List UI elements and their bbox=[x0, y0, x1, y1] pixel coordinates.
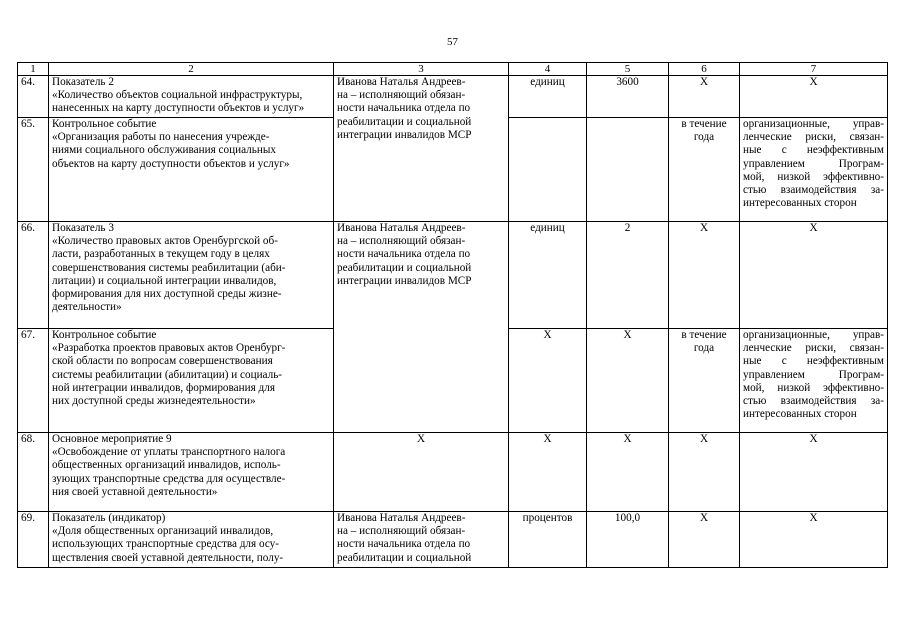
value-cell: 100,0 bbox=[587, 512, 669, 568]
resp-line: интеграции инвалидов МСР bbox=[337, 128, 472, 141]
risk-cell: Х bbox=[740, 76, 888, 118]
unit-cell: единиц bbox=[509, 222, 587, 329]
table-row-66 bbox=[18, 222, 888, 329]
risk-cell: Х bbox=[740, 512, 888, 568]
risk-line: стью взаимодействия за- bbox=[743, 395, 884, 408]
desc-line: «Организация работы по нанесения учрежде- bbox=[52, 131, 270, 144]
header-col-6: 6 bbox=[669, 63, 740, 76]
risk-line: мой, низкой эффективно- bbox=[743, 381, 884, 394]
desc-line: общественных организаций инвалидов, исполь- bbox=[52, 459, 281, 472]
desc-line: объектов на карту доступности объектов и услуг» bbox=[52, 157, 290, 170]
risk-line: ные с неэффективным bbox=[743, 355, 884, 368]
desc-line: нанесенных на карту доступности объектов и услуг» bbox=[52, 102, 305, 115]
header-col-5: 5 bbox=[587, 63, 669, 76]
header-col-4: 4 bbox=[509, 63, 587, 76]
desc-line: них доступной среды жизнедеятельности» bbox=[52, 395, 256, 408]
resp-line: на – исполняющий обязан- bbox=[337, 525, 466, 538]
value-cell: 2 bbox=[587, 222, 669, 329]
value-cell bbox=[587, 118, 669, 222]
risk-line: мой, низкой эффективно- bbox=[743, 170, 884, 183]
row-number: 69. bbox=[18, 512, 49, 568]
unit-cell: Х bbox=[509, 433, 587, 512]
resp-line: реабилитации и социальной bbox=[337, 551, 472, 564]
term-line: года bbox=[693, 131, 715, 144]
responsible-cell bbox=[334, 76, 509, 222]
resp-line: ности начальника отдела по bbox=[337, 538, 471, 551]
term-cell: Х bbox=[669, 512, 740, 568]
row-number: 68. bbox=[18, 433, 49, 512]
desc-line: ществления своей уставной деятельности, полу- bbox=[52, 551, 284, 564]
value-cell: Х bbox=[587, 433, 669, 512]
desc-line: формирования для них доступной среды жизне- bbox=[52, 288, 282, 301]
term-line: в течение bbox=[681, 329, 727, 341]
row-description bbox=[49, 222, 334, 329]
resp-line: ности начальника отдела по bbox=[337, 248, 471, 261]
desc-line: зующих транспортные средства для осуществле- bbox=[52, 472, 286, 485]
resp-line: на – исполняющий обязан- bbox=[337, 235, 466, 248]
risk-line: стью взаимодействия за- bbox=[743, 184, 884, 197]
row-title: Контрольное событие bbox=[52, 329, 157, 341]
risk-cell bbox=[740, 118, 888, 222]
unit-cell: процентов bbox=[509, 512, 587, 568]
term-line: в течение bbox=[681, 118, 727, 130]
header-col-1: 1 bbox=[18, 63, 49, 76]
risk-line: интересованных сторон bbox=[743, 408, 857, 421]
unit-cell: единиц bbox=[509, 76, 587, 118]
unit-cell: Х bbox=[509, 329, 587, 433]
value-cell: 3600 bbox=[587, 76, 669, 118]
risk-line: ные с неэффективным bbox=[743, 144, 884, 157]
row-number: 65. bbox=[18, 118, 49, 222]
term-cell: Х bbox=[669, 222, 740, 329]
row-description bbox=[49, 433, 334, 512]
row-title: Показатель (индикатор) bbox=[52, 512, 166, 524]
desc-line: ниями социального обслуживания социальных bbox=[52, 144, 276, 157]
term-cell: Х bbox=[669, 433, 740, 512]
value-cell: Х bbox=[587, 329, 669, 433]
term-cell: Х bbox=[669, 76, 740, 118]
resp-line: реабилитации и социальной bbox=[337, 115, 472, 128]
resp-line: интеграции инвалидов МСР bbox=[337, 274, 472, 287]
row-number: 66. bbox=[18, 222, 49, 329]
header-col-3: 3 bbox=[334, 63, 509, 76]
risk-line: организационные, управ- bbox=[743, 329, 884, 341]
responsible-cell: Х bbox=[334, 433, 509, 512]
row-title: Основное мероприятие 9 bbox=[52, 433, 172, 445]
row-description bbox=[49, 512, 334, 568]
table-row-68 bbox=[18, 433, 888, 512]
header-col-2: 2 bbox=[49, 63, 334, 76]
row-description bbox=[49, 329, 334, 433]
term-cell bbox=[669, 118, 740, 222]
desc-line: литации) и социальной интеграции инвалидов, bbox=[52, 274, 277, 287]
term-cell bbox=[669, 329, 740, 433]
risk-line: управлением Програм- bbox=[743, 368, 884, 381]
header-col-7: 7 bbox=[740, 63, 888, 76]
resp-line: Иванова Наталья Андреев- bbox=[337, 76, 466, 88]
term-line: года bbox=[693, 342, 715, 355]
desc-line: ния своей уставной деятельности» bbox=[52, 485, 218, 498]
desc-line: совершенствования системы реабилитации (аби- bbox=[52, 261, 286, 274]
desc-line: системы реабилитации (абилитации) и социаль- bbox=[52, 368, 283, 381]
row-title: Показатель 3 bbox=[52, 222, 114, 234]
page-number: 57 bbox=[447, 36, 458, 48]
risk-line: ленческие риски, связан- bbox=[743, 131, 884, 144]
desc-line: ласти, разработанных в текущем году в целях bbox=[52, 248, 270, 261]
desc-line: деятельности» bbox=[52, 301, 122, 314]
risk-cell bbox=[740, 329, 888, 433]
table-row-69 bbox=[18, 512, 888, 568]
table-row-64 bbox=[18, 76, 888, 118]
resp-line: на – исполняющий обязан- bbox=[337, 89, 466, 102]
unit-cell bbox=[509, 118, 587, 222]
desc-line: «Освобождение от уплаты транспортного налога bbox=[52, 446, 286, 459]
risk-line: управлением Програм- bbox=[743, 157, 884, 170]
row-description bbox=[49, 76, 334, 118]
row-title: Контрольное событие bbox=[52, 118, 157, 130]
risk-line: организационные, управ- bbox=[743, 118, 884, 130]
desc-line: «Количество правовых актов Оренбургской об- bbox=[52, 235, 278, 248]
resp-line: Иванова Наталья Андреев- bbox=[337, 512, 466, 524]
responsible-cell bbox=[334, 512, 509, 568]
resp-line: ности начальника отдела по bbox=[337, 102, 471, 115]
program-table bbox=[17, 62, 888, 568]
desc-line: ной интеграции инвалидов, формирования для bbox=[52, 381, 275, 394]
desc-line: использующих транспортные средства для осу- bbox=[52, 538, 279, 551]
risk-line: интересованных сторон bbox=[743, 197, 857, 210]
responsible-cell bbox=[334, 222, 509, 433]
desc-line: «Разработка проектов правовых актов Оренбург- bbox=[52, 342, 286, 355]
risk-line: ленческие риски, связан- bbox=[743, 342, 884, 355]
desc-line: «Доля общественных организаций инвалидов, bbox=[52, 525, 274, 538]
desc-line: «Количество объектов социальной инфраструктуры, bbox=[52, 89, 303, 102]
resp-line: реабилитации и социальной bbox=[337, 261, 472, 274]
row-number: 64. bbox=[18, 76, 49, 118]
row-description bbox=[49, 118, 334, 222]
risk-cell: Х bbox=[740, 222, 888, 329]
row-number: 67. bbox=[18, 329, 49, 433]
resp-line: Иванова Наталья Андреев- bbox=[337, 222, 466, 234]
header-row bbox=[18, 63, 888, 76]
desc-line: ской области по вопросам совершенствования bbox=[52, 355, 273, 368]
row-title: Показатель 2 bbox=[52, 76, 114, 88]
risk-cell: Х bbox=[740, 433, 888, 512]
